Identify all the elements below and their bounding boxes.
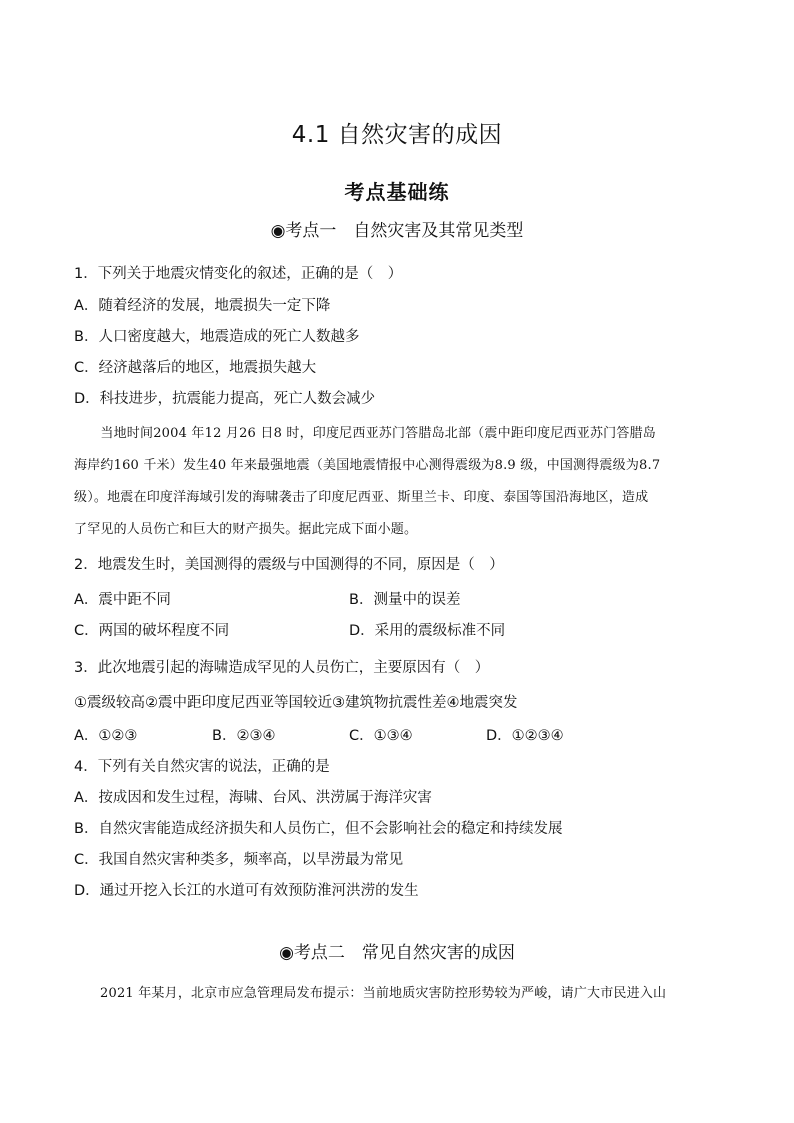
question-3-statements: ①震级较高②震中距印度尼西亚等国较近③建筑物抗震性差④地震突发 xyxy=(74,695,518,711)
passage-line: 了罕见的人员伤亡和巨大的财产损失。据此完成下面小题。 xyxy=(74,522,418,537)
passage-line: 级）。地震在印度洋海域引发的海啸袭击了印度尼西亚、斯里兰卡、印度、泰国等国沿海地区，造成 xyxy=(74,490,649,505)
question-2-option-c: C．两国的破坏程度不同 xyxy=(74,623,230,639)
passage-line: 海岸约160 千米）发生40 年来最强地震（美国地震情报中心测得震级为8.9 级，中国测得震级为8.7 xyxy=(74,458,661,473)
question-1-option-b: B．人口密度越大，地震造成的死亡人数越多 xyxy=(74,329,360,345)
question-2-option-b: B．测量中的误差 xyxy=(349,592,461,608)
question-4-stem: 4．下列有关自然灾害的说法，正确的是 xyxy=(74,759,330,775)
question-4-option-a: A．按成因和发生过程，海啸、台风、洪涝属于海洋灾害 xyxy=(74,790,432,806)
question-4-option-c: C．我国自然灾害种类多，频率高，以旱涝最为常见 xyxy=(74,852,404,868)
question-1-option-a: A．随着经济的发展，地震损失一定下降 xyxy=(74,298,331,314)
passage-2-line: 2021 年某月，北京市应急管理局发布提示：当前地质灾害防控形势较为严峻，请广大市民进入山 xyxy=(100,986,667,1001)
question-2-stem: 2．地震发生时，美国测得的震级与中国测得的不同，原因是（ ） xyxy=(74,557,504,573)
question-3-option-c: C．①③④ xyxy=(349,728,413,744)
question-2-option-a: A．震中距不同 xyxy=(74,592,171,608)
question-2-option-d: D．采用的震级标准不同 xyxy=(349,623,506,639)
question-4-option-b: B．自然灾害能造成经济损失和人员伤亡，但不会影响社会的稳定和持续发展 xyxy=(74,821,563,837)
passage-line: 当地时间2004 年12 月26 日8 时，印度尼西亚苏门答腊岛北部（震中距印度尼西亚苏门答腊岛 xyxy=(74,426,656,441)
question-3-stem: 3．此次地震引起的海啸造成罕见的人员伤亡，主要原因有（ ） xyxy=(74,660,490,676)
question-1-option-d: D．科技进步，抗震能力提高，死亡人数会减少 xyxy=(74,391,376,407)
question-3-option-b: B．②③④ xyxy=(212,728,276,744)
question-1-option-c: C．经济越落后的地区，地震损失越大 xyxy=(74,360,317,376)
section-heading-1: ◉考点一 自然灾害及其常见类型 xyxy=(270,221,524,241)
document-title: 4.1 自然灾害的成因 xyxy=(291,122,503,148)
document-subtitle: 考点基础练 xyxy=(344,180,450,204)
question-3-option-a: A．①②③ xyxy=(74,728,138,744)
question-1-stem: 1．下列关于地震灾情变化的叙述，正确的是（ ） xyxy=(74,266,403,282)
section-heading-2: ◉考点二 常见自然灾害的成因 xyxy=(279,943,515,963)
question-3-option-d: D．①②③④ xyxy=(486,728,564,744)
question-4-option-d: D．通过开挖入长江的水道可有效预防淮河洪涝的发生 xyxy=(74,883,419,899)
